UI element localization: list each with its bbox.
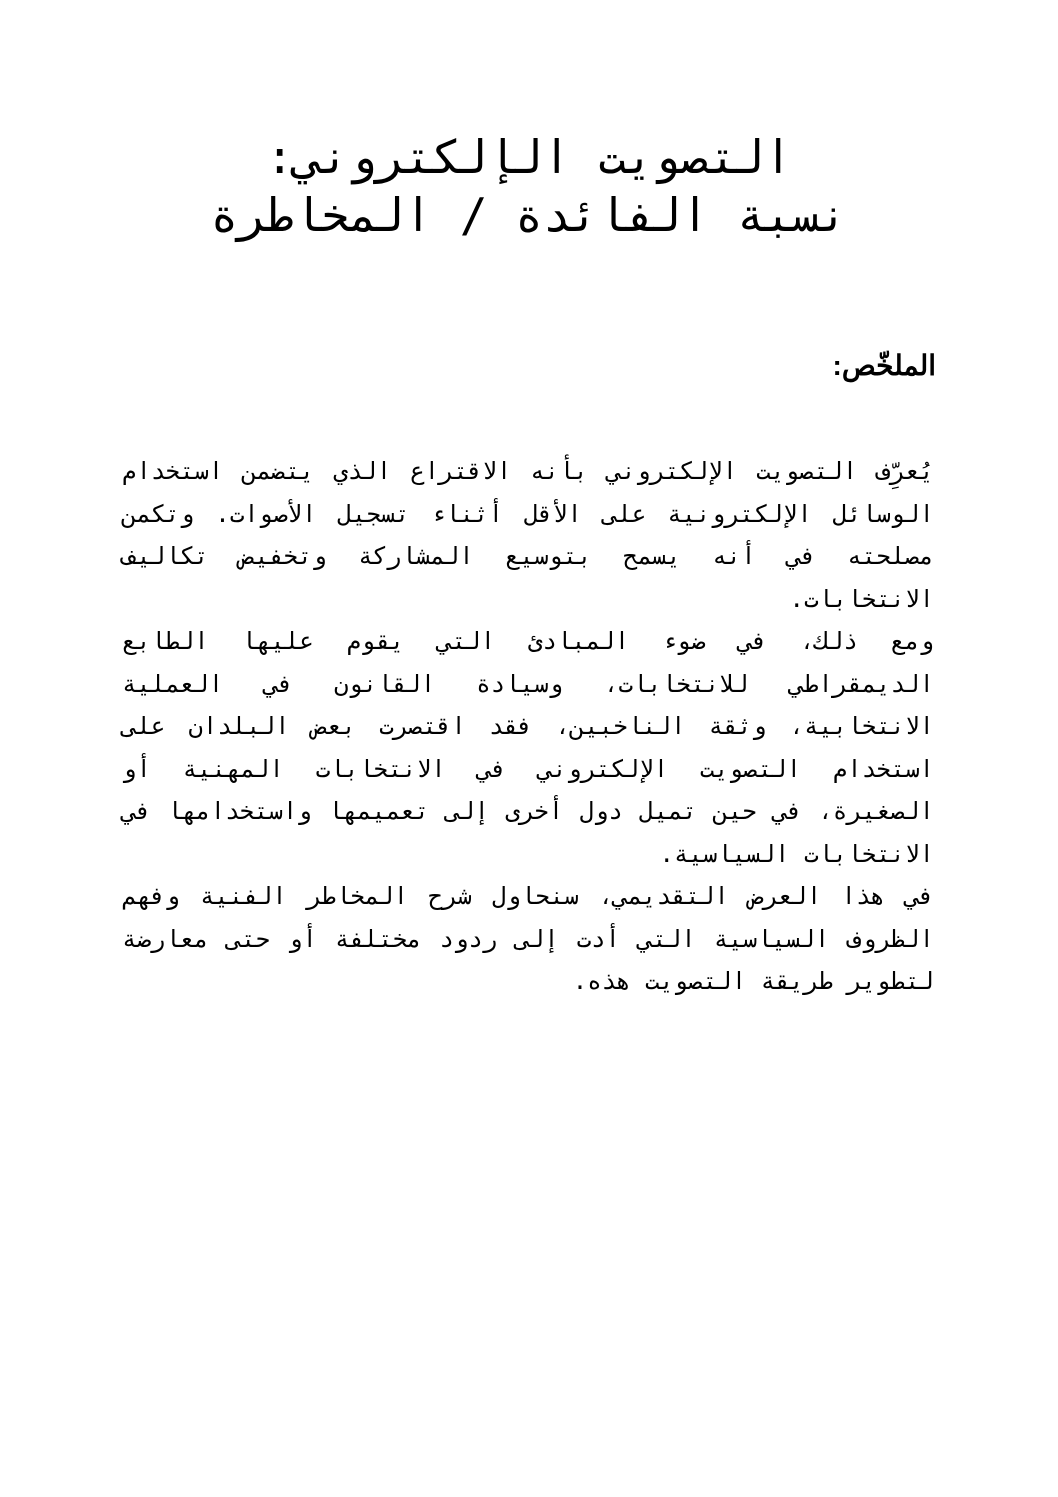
title-line-2: نسبة الفائدة / المخاطرة [210,188,848,242]
abstract-paragraph-2: ومع ذلك، في ضوء المبادئ التي يقوم عليها الطابع الديمقراطي للانتخابات، وسيادة القانون في العملية الانتخابية، وثقة الناخبين، فقد اقتصرت بعض البلدان على استخدام التصويت الإلكتروني في الانتخابات المهنية أو الصغيرة، في حين تميل دول أخرى إلى تعميمها واستخدامها في الانتخابات السياسية. [122,627,934,868]
abstract-heading: الملخّص: [832,350,936,381]
abstract-paragraph-1: يُعرِّف التصويت الإلكتروني بأنه الاقتراع الذي يتضمن استخدام الوسائل الإلكترونية على الأقل أثناء تسجيل الأصوات. وتكمن مصلحته في أنه يسمح بتوسيع المشاركة وتخفيض تكاليف الانتخابات. [122,457,934,613]
abstract-body [122,450,934,1003]
document-title [120,128,938,244]
title-line-1: التصويت الإلكتروني: [265,130,793,184]
abstract-paragraph-3: في هذا العرض التقديمي، سنحاول شرح المخاطر الفنية وفهم الظروف السياسية التي أدت إلى ردود مختلفة أو حتى معارضة لتطوير طريقة التصويت هذه. [122,882,934,995]
